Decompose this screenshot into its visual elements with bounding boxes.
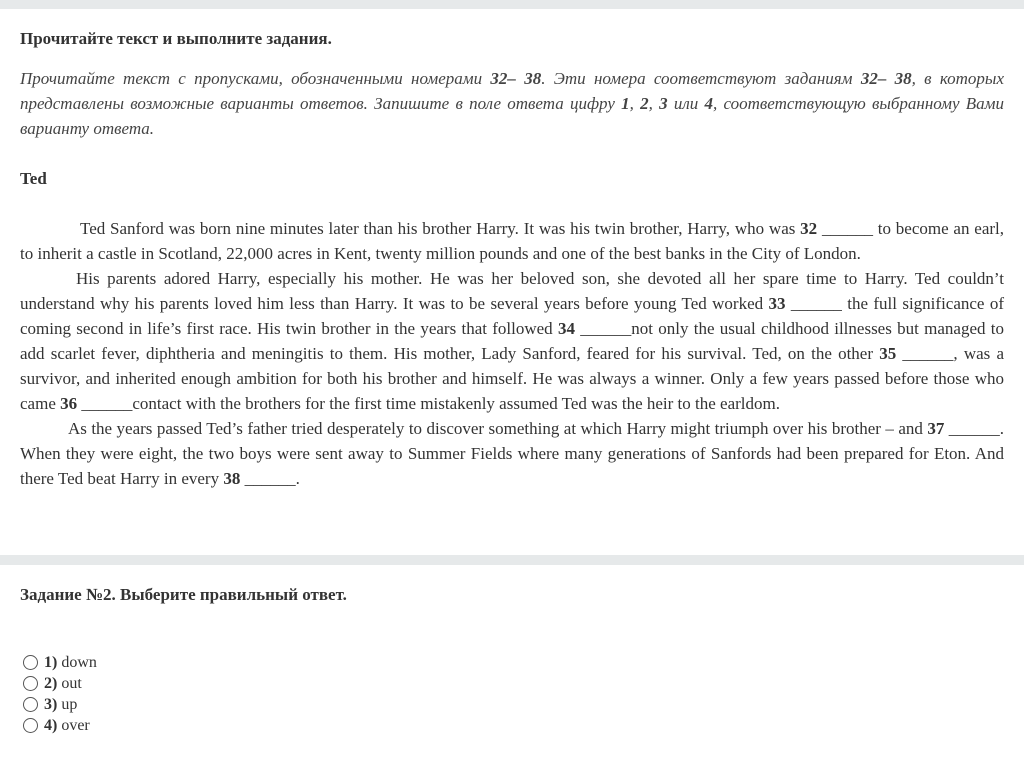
reading-text (20, 216, 1004, 491)
instr-part: , (648, 94, 660, 113)
top-bar (0, 0, 1024, 9)
text-span: ______ to become an earl, to inherit a castle in Scotland, 22,000 acres in Kent, twenty million pounds and one of the best banks in the City of London. (20, 219, 1004, 263)
text-span: ______. (240, 469, 300, 488)
option-number: 3) (44, 696, 58, 713)
answer-options (20, 652, 1004, 736)
instr-range: 32– 38 (490, 69, 542, 88)
text-span: Ted Sanford was born nine minutes later than his brother Harry. It was his twin brother, Harry, who was (80, 219, 801, 238)
answer-option-3[interactable] (20, 694, 1004, 715)
reading-card (0, 9, 1024, 555)
text-span: ______ the full significance of coming second in life’s first race. His twin brother in the years that followed (20, 294, 1005, 338)
task-card (0, 565, 1024, 780)
instr-digit: 1 (621, 94, 630, 113)
gap-number-36: 36 (60, 394, 78, 413)
instructions (20, 66, 1004, 141)
paragraph-3 (20, 416, 1004, 491)
answer-option-2[interactable] (20, 673, 1004, 694)
instr-digit: 3 (659, 94, 668, 113)
instr-part: . Эти номера соответствуют заданиям (541, 69, 861, 88)
option-number: 2) (44, 675, 58, 692)
text-span: ______. When they were eight, the two boys were sent away to Summer Fields where many generations of Sanfords had been prepared for Eton. And there Ted beat Harry in every (20, 419, 1005, 488)
paragraph-1 (20, 216, 1004, 266)
answer-option-4[interactable] (20, 715, 1004, 736)
gap-number-37: 37 (927, 419, 945, 438)
gap-number-33: 33 (768, 294, 786, 313)
instr-part: Прочитайте текст с пропусками, обозначенными номерами (20, 69, 491, 88)
gap-number-38: 38 (223, 469, 241, 488)
option-label: over (61, 717, 90, 734)
instr-part: , соответствующую выбранному Вами варианту ответа. (20, 94, 1005, 138)
task-title: Задание №2. Выберите правильный ответ. (20, 585, 347, 604)
instr-part: , в которых представлены возможные варианты ответов. Запишите в поле ответа цифру (20, 69, 1004, 113)
gap-number-35: 35 (879, 344, 897, 363)
instr-part: , (629, 94, 641, 113)
instr-digit: 2 (640, 94, 649, 113)
text-span: ______contact with the brothers for the first time mistakenly assumed Ted was the heir to the earldom. (77, 394, 780, 413)
text-title: Ted (20, 169, 47, 188)
text-span: ______not only the usual childhood illnesses but managed to add scarlet fever, diphtheria and meningitis to them. His mother, Lady Sanford, feared for his survival. Ted, on the other (20, 319, 1004, 363)
option-number: 4) (44, 717, 58, 734)
gap-number-32: 32 (800, 219, 818, 238)
gap-number-34: 34 (557, 319, 575, 338)
option-number: 1) (44, 654, 58, 671)
text-span: ______, was a survivor, and inherited enough ambition for both his brother and himself. He was always a winner. Only a few years passed before those who came (20, 344, 1004, 413)
option-label: down (61, 654, 97, 671)
option-label: out (61, 675, 82, 692)
section-divider (0, 555, 1024, 565)
radio-button-icon[interactable] (23, 718, 38, 733)
text-span: His parents adored Harry, especially his mother. He was her beloved son, she devoted all her spare time to Harry. Ted couldn’t understand why his parents loved him less than Harry. It was to be several years before young Ted worked (20, 269, 1004, 313)
paragraph-2 (20, 266, 1004, 416)
page-heading: Прочитайте текст и выполните задания. (20, 29, 332, 48)
text-span: As the years passed Ted’s father tried desperately to discover something at which Harry might triumph over his brother – and (68, 419, 928, 438)
instr-digit: 4 (704, 94, 713, 113)
radio-button-icon[interactable] (23, 655, 38, 670)
answer-option-1[interactable] (20, 652, 1004, 673)
option-label: up (61, 696, 78, 713)
instr-part: или (667, 94, 705, 113)
instr-range: 32– 38 (860, 69, 912, 88)
radio-button-icon[interactable] (23, 676, 38, 691)
radio-button-icon[interactable] (23, 697, 38, 712)
